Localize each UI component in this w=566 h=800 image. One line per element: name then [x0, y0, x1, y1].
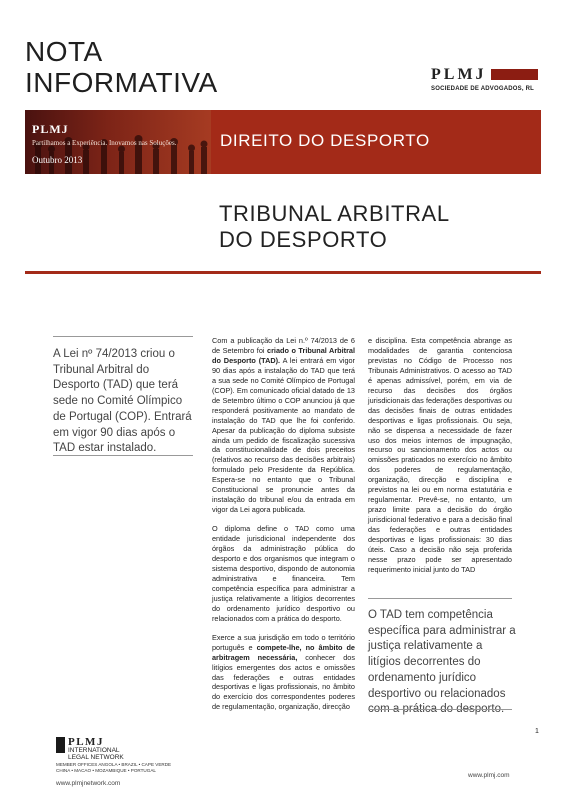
- pull-quote-1-bottom-rule: [53, 455, 193, 456]
- network-name-line-2: LEGAL NETWORK: [68, 754, 124, 761]
- page-number: 1: [535, 728, 539, 735]
- title-line-1: NOTA: [25, 36, 103, 67]
- network-logo-word: PLMJ: [68, 736, 104, 748]
- body-paragraph-2: O diploma define o TAD como uma entidade jurisdicional independente dos órgãos da administração pública do desporto e dos organismos que integram o sistema desportivo, dispondo de autonomia administrativa e financeira. Tem competência específica para administrar a justiça relativamente a litígios decorrentes do ordenamento jurídico desportivo ou relacionados com a prática do desporto.: [212, 524, 355, 623]
- title-line-2: INFORMATIVA: [25, 67, 218, 98]
- banner-tagline: Partilhamos a Experiência. Inovamos nas Soluções.: [32, 139, 177, 147]
- section-title: DIREITO DO DESPORTO: [220, 131, 430, 150]
- member-offices-line-1: MEMBER OFFICES ANGOLA • BRAZIL • CAPE VERDE: [56, 762, 172, 767]
- plmj-url-link[interactable]: www.plmj.com: [468, 772, 510, 779]
- body-paragraph-3: [212, 633, 355, 713]
- body-paragraph-4: e disciplina. Esta competência abrange as modalidades de garantia contenciosa previstas no Código de Processo nos Tribunais Administrativos. O acesso ao TAD é apenas admissível, porém, em via de recurso das decisões dos órgãos jurisdicionais das federações desportivas ou das decisões finais de outras entidades desportivas e ligas profissionais. Ou seja, não se dispensa a necessidade de fazer uso dos meios internos de impugnação, recurso ou sancionamento dos actos ou omissões praticados no exercício no âmbito dos poderes de regulamentação, organização, direcção e disciplina e previstos na lei ou em norma estatutária e regulamentar. Prevê-se, no entanto, um prazo limite para a decisão do órgão jurisdicional federativo e para a decisão final das federações e outras entidades desportivas e ligas profissionais: 30 dias úteis. Caso a decisão não seja proferida nesse prazo pode ser apresentado requerimento inicial junto do TAD: [368, 336, 512, 574]
- member-offices-line-2: CHINA • MACAO • MOZAMBIQUE • PORTUGAL: [56, 767, 156, 773]
- pull-quote-1: A Lei nº 74/2013 criou o Tribunal Arbitral do Desporto (TAD) que terá sede no Comité Olímpico de Portugal (COP). Entrará em vigor 90 dias após o TAD estar instalado.: [53, 348, 192, 455]
- network-name-line-1: INTERNATIONAL: [68, 747, 120, 754]
- pull-quote-2-bottom-rule: [368, 709, 512, 710]
- pull-quote-2: O TAD tem competência específica para administrar a justiça relativamente a litígios decorrentes do ordenamento jurídico desportivo ou relacionados com a prática do desporto.: [368, 609, 516, 716]
- member-offices: [56, 762, 171, 773]
- body-p3-a: Exerce a sua jurisdição em todo o território português e: [212, 632, 355, 652]
- article-title: [219, 201, 450, 253]
- section-header: [211, 110, 541, 174]
- article-title-line-2: DO DESPORTO: [219, 227, 388, 252]
- body-p1-a: Com a publicação da Lei n.º 74/2013 de 6 de Setembro foi: [212, 336, 355, 355]
- body-p3-bold: compete-lhe, no âmbito de arbitragem necessária,: [212, 642, 355, 662]
- network-logo-mark: [56, 737, 65, 753]
- body-p3-c: conhecer dos litígios emergentes dos actos e omissões das federações e outras entidades desportivas e ligas profissionais, no âmbito do exercício dos correspondentes poderes de regulamentação, organização, direcção: [212, 652, 355, 712]
- article-title-line-1: TRIBUNAL ARBITRAL: [219, 201, 450, 226]
- banner-logo: PLMJ: [32, 122, 69, 136]
- body-p1-c: A lei entrará em vigor 90 dias após a instalação do TAD que terá a sua sede no Comité Olímpico de Portugal (COP). Em comunicado oficial datado de 13 de Setembro último o COP anunciou já que responderá positivamente ao mandato de instalação do TAD que lhe foi conferido. Apesar da publicação do diploma subsiste ainda um pedido de fiscalização sucessiva da constitucionalidade de dois preceitos (relativos ao recurso das decisões arbitrais) formulado pelo Presidente da República. Espera-se no entanto que o Tribunal Constitucional se pronuncie antes da instalação do tribunal e/ou da entrada em vigor da Lei agora publicada.: [212, 355, 355, 515]
- body-column-2: [368, 336, 512, 584]
- pull-quote-2-top-rule: [368, 598, 512, 599]
- logo-wordmark: PLMJ: [431, 66, 487, 83]
- banner-image: [25, 110, 211, 174]
- logo-subtitle: SOCIEDADE DE ADVOGADOS, RL: [431, 86, 534, 92]
- plmj-logo: [431, 66, 534, 92]
- network-name: [68, 747, 124, 761]
- pull-quote-1-top-rule: [53, 336, 193, 337]
- issue-date: Outubro 2013: [32, 155, 83, 165]
- body-column-1: [212, 336, 355, 721]
- document-type-title: [25, 36, 218, 98]
- body-p1-bold: criado o Tribunal Arbitral do Desporto (TAD).: [212, 345, 356, 365]
- network-url-link[interactable]: www.plmjnetwork.com: [56, 780, 121, 787]
- logo-red-bar: [491, 69, 538, 80]
- body-paragraph-1: [212, 336, 355, 515]
- title-divider: [25, 271, 541, 274]
